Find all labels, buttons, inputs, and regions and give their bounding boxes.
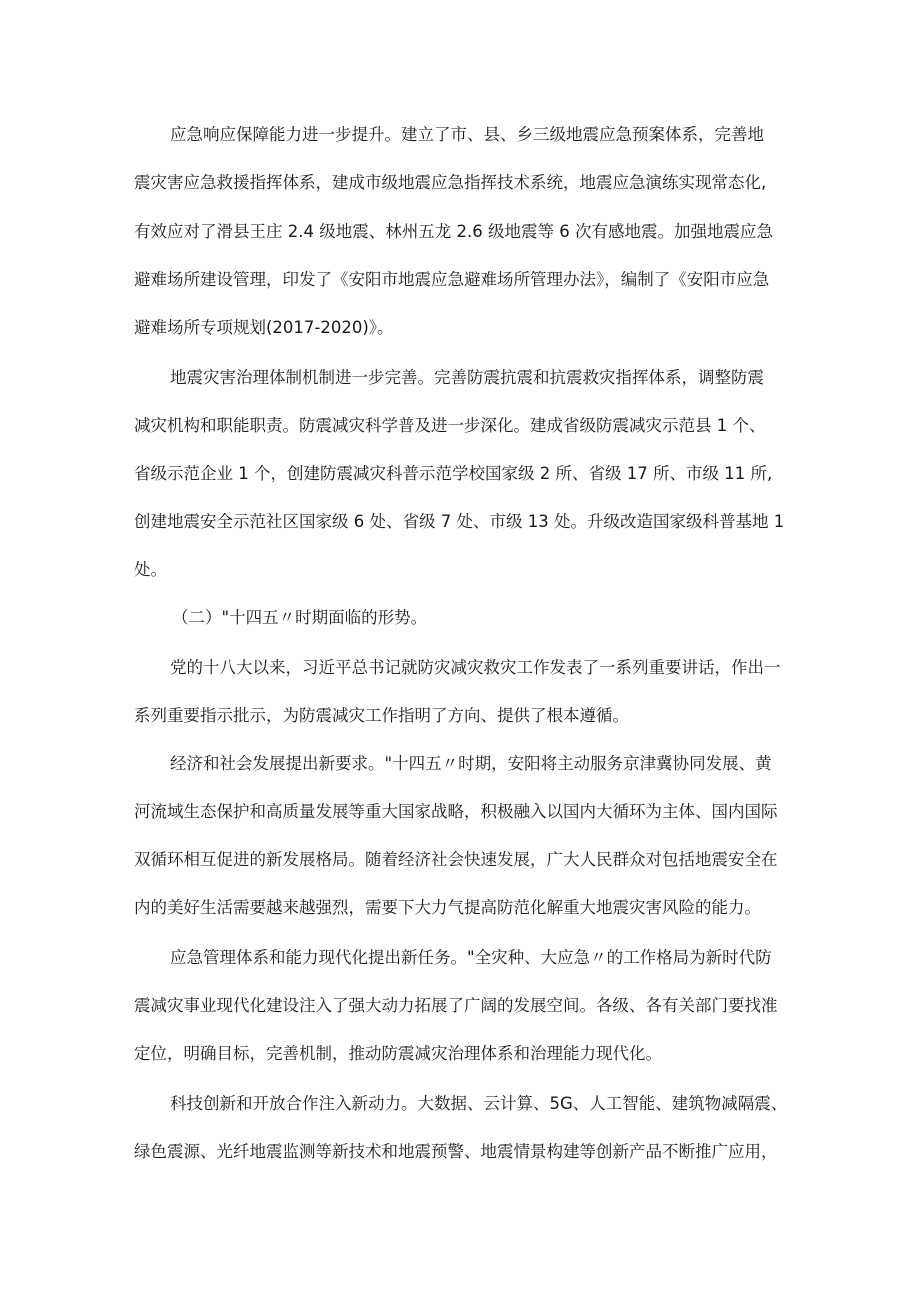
text-line: 绿色震源、光纤地震监测等新技术和地震预警、地震情景构建等创新产品不断推广应用， xyxy=(134,1142,778,1161)
text-line: 避难场所专项规划(2017-2020)》。 xyxy=(134,318,394,337)
text-line: 震灾害应急救援指挥体系，建成市级地震应急指挥技术系统，地震应急演练实现常态化, xyxy=(134,173,767,192)
text-line: 系列重要指示批示，为防震减灾工作指明了方向、提供了根本遵循。 xyxy=(134,706,629,725)
text-line: 创建地震安全示范社区国家级 6 处、省级 7 处、市级 13 处。升级改造国家级科普基地 1 xyxy=(134,512,785,531)
text-line: 内的美好生活需要越来越强烈，需要下大力气提高防范化解重大地震灾害风险的能力。 xyxy=(134,898,761,917)
text-line: 有效应对了滑县王庄 2.4 级地震、林州五龙 2.6 级地震等 6 次有感地震。加强地震应急 xyxy=(134,222,773,241)
text-line: 定位，明确目标，完善机制，推动防震减灾治理体系和治理能力现代化。 xyxy=(134,1044,662,1063)
section-heading: （二）"十四五〃时期面临的形势。 xyxy=(172,608,428,627)
text-line: 省级示范企业 1 个，创建防震减灾科普示范学校国家级 2 所、省级 17 所、市级 11 所, xyxy=(134,464,773,483)
text-line: 处。 xyxy=(134,560,167,579)
text-line: 震减灾事业现代化建设注入了强大动力拓展了广阔的发展空间。各级、各有关部门要找准 xyxy=(134,996,778,1015)
text-line: 经济和社会发展提出新要求。"十四五〃时期，安阳将主动服务京津冀协同发展、黄 xyxy=(170,754,772,773)
text-line: 避难场所建设管理，印发了《安阳市地震应急避难场所管理办法》，编制了《安阳市应急 xyxy=(134,270,770,289)
text-line: 双循环相互促进的新发展格局。随着经济社会快速发展，广大人民群众对包括地震安全在 xyxy=(134,850,778,869)
text-line: 应急响应保障能力进一步提升。建立了市、县、乡三级地震应急预案体系，完善地 xyxy=(170,125,764,144)
text-line: 地震灾害治理体制机制进一步完善。完善防震抗震和抗震救灾指挥体系，调整防震 xyxy=(170,368,764,387)
text-line: 应急管理体系和能力现代化提出新任务。"全灾种、大应急〃的工作格局为新时代防 xyxy=(170,948,772,967)
text-line: 减灾机构和职能职责。防震减灾科学普及进一步深化。建成省级防震减灾示范县 1 个、 xyxy=(134,416,766,435)
text-line: 党的十八大以来，习近平总书记就防灾减灾救灾工作发表了一系列重要讲话，作出一 xyxy=(170,658,781,677)
text-line: 科技创新和开放合作注入新动力。大数据、云计算、5G、人工智能、建筑物减隔震、 xyxy=(170,1094,788,1113)
text-line: 河流域生态保护和高质量发展等重大国家战略，积极融入以国内大循环为主体、国内国际 xyxy=(134,802,778,821)
